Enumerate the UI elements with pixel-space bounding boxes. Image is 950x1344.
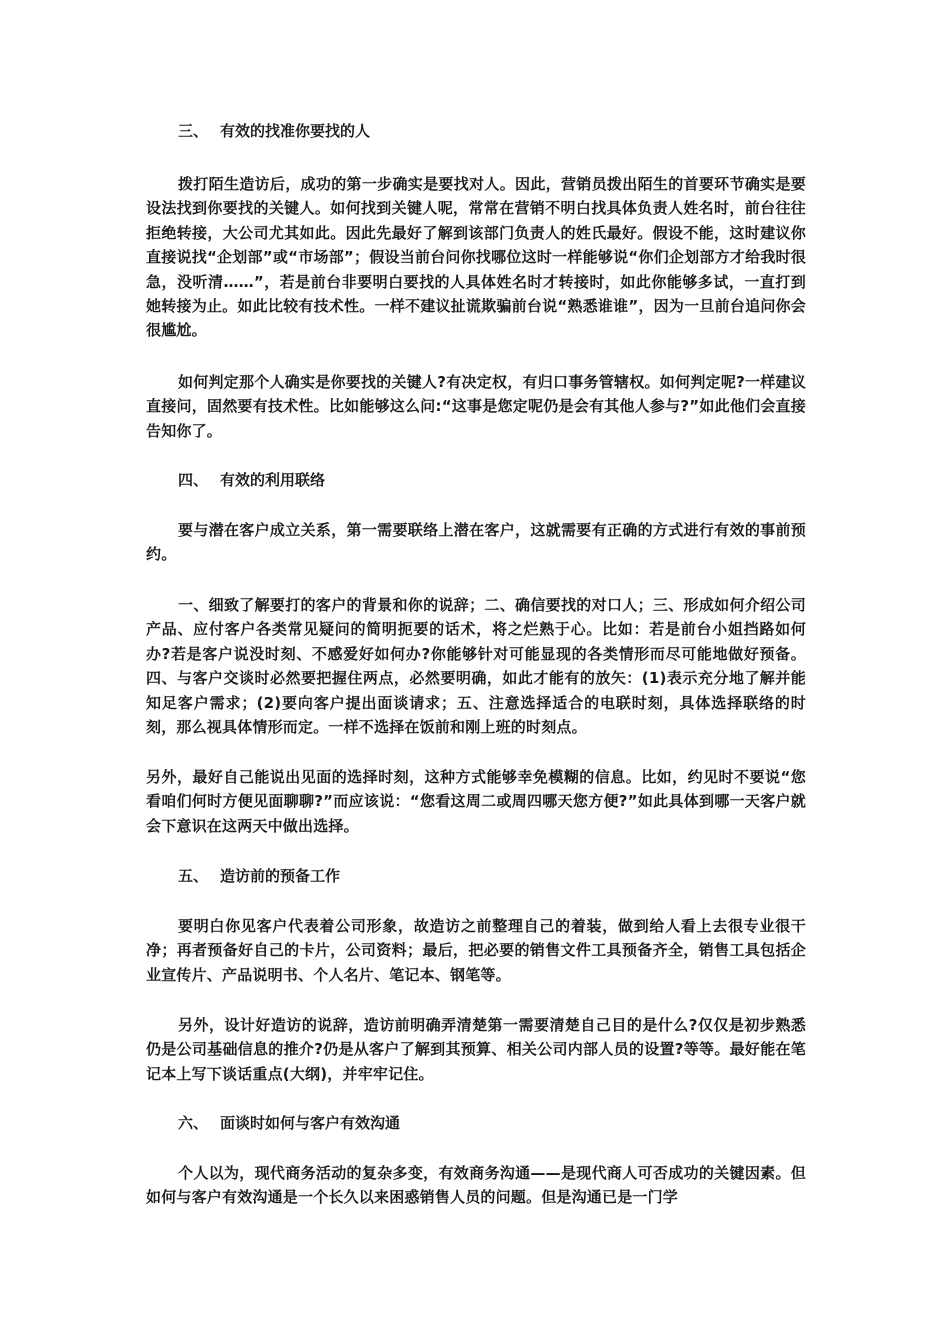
paragraph: 一、细致了解要打的客户的背景和你的说辞；二、确信要找的对口人；三、形成如何介绍公司产品、应付客户各类常见疑问的简明扼要的话术，将之烂熟于心。比如：若是前台小姐挡路如何办?若是客户说没时刻、不感爱好如何办?你能够针对可能显现的各类情形而尽可能地做好预备。四、与客户交谈时必然要把握住两点，必然要明确，如此才能有的放矢：(1)表示充分地了解并能知足客户需求；(2)要向客户提出面谈请求；五、注意选择适合的电联时刻，具体选择联络的时刻，那么视具体情形而定。一样不选择在饭前和刚上班的时刻点。 — [146, 596, 806, 737]
paragraph: 拨打陌生造访后，成功的第一步确实是要找对人。因此，营销员拨出陌生的首要环节确实是要设法找到你要找的关键人。如何找到关键人呢，常常在营销不明白找具体负责人姓名时，前台往往拒绝转接，大公司尤其如此。因此先最好了解到该部门负责人的姓氏最好。假设不能，这时建议你直接说找“企划部”或“市场部”；假设当前台问你找哪位这时一样能够说“你们企划部方才给我时很急，没听清……”，若是前台非要明白要找的人具体姓名时才转接时，如此你能够多试，一直打到她转接为止。如此比较有技术性。一样不建议扯谎欺骗前台说“熟悉谁谁”，因为一旦前台追问你会很尴尬。 — [146, 175, 806, 340]
section-number: 六、 — [178, 1114, 209, 1132]
section-number: 四、 — [178, 471, 209, 489]
paragraph: 另外，最好自己能说出见面的选择时刻，这种方式能够幸免模糊的信息。比如，约见时不要说“您看咱们何时方便见面聊聊?”而应该说：“您看这周二或周四哪天您方便?”如此具体到哪一天客户就会下意识在这两天中做出选择。 — [146, 768, 806, 835]
section-heading — [178, 468, 325, 492]
section-heading — [178, 864, 340, 888]
paragraph: 要与潜在客户成立关系，第一需要联络上潜在客户，这就需要有正确的方式进行有效的事前预约。 — [146, 521, 806, 564]
section-title: 有效的利用联络 — [220, 471, 326, 489]
section-title: 面谈时如何与客户有效沟通 — [220, 1114, 401, 1132]
section-number: 三、 — [178, 122, 209, 140]
section-heading — [178, 1111, 400, 1135]
section-title: 造访前的预备工作 — [220, 867, 341, 885]
paragraph: 个人以为，现代商务活动的复杂多变，有效商务沟通——是现代商人可否成功的关键因素。但如何与客户有效沟通是一个长久以来困惑销售人员的问题。但是沟通已是一门学 — [146, 1164, 806, 1207]
paragraph: 另外，设计好造访的说辞，造访前明确弄清楚第一需要清楚自己目的是什么?仅仅是初步熟悉仍是公司基础信息的推介?仍是从客户了解到其预算、相关公司内部人员的设置?等等。最好能在笔记本上写下谈话重点(大纲)，并牢牢记住。 — [146, 1016, 806, 1083]
section-number: 五、 — [178, 867, 209, 885]
paragraph: 要明白你见客户代表着公司形象，故造访之前整理自己的着装，做到给人看上去很专业很干净；再者预备好自己的卡片，公司资料；最后，把必要的销售文件工具预备齐全，销售工具包括企业宣传片、产品说明书、个人名片、笔记本、钢笔等。 — [146, 917, 806, 984]
paragraph: 如何判定那个人确实是你要找的关键人?有决定权，有归口事务管辖权。如何判定呢?一样建议直接问，固然要有技术性。比如能够这么问:“这事是您定呢仍是会有其他人参与?”如此他们会直接告知你了。 — [146, 373, 806, 440]
section-heading — [178, 119, 370, 143]
section-title: 有效的找准你要找的人 — [220, 122, 371, 140]
